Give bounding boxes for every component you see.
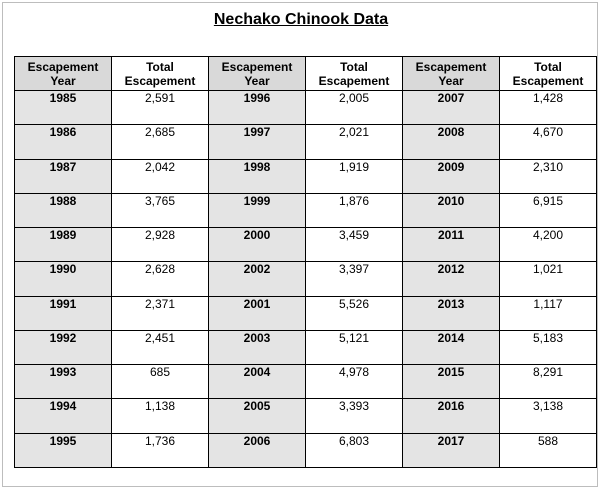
header-row	[15, 57, 597, 91]
total-escapement-cell: 5,183	[500, 330, 597, 364]
total-escapement-cell: 1,919	[306, 159, 403, 193]
escapement-year-cell: 2002	[209, 262, 306, 296]
escapement-year-cell: 2013	[403, 296, 500, 330]
total-escapement-cell: 2,628	[112, 262, 209, 296]
escapement-year-cell: 1993	[15, 365, 112, 399]
total-escapement-cell: 2,685	[112, 125, 209, 159]
total-escapement-cell: 2,451	[112, 330, 209, 364]
escapement-year-cell: 2005	[209, 399, 306, 433]
escapement-year-cell: 2007	[403, 91, 500, 125]
total-escapement-cell: 2,928	[112, 228, 209, 262]
escapement-year-cell: 1995	[15, 433, 112, 467]
header-total-escapement: Total Escapement	[112, 57, 209, 91]
escapement-year-cell: 1986	[15, 125, 112, 159]
table-row	[15, 228, 597, 262]
chinook-data-table	[14, 56, 597, 468]
header-total-escapement: Total Escapement	[500, 57, 597, 91]
total-escapement-cell: 4,978	[306, 365, 403, 399]
total-escapement-cell: 2,371	[112, 296, 209, 330]
total-escapement-cell: 4,200	[500, 228, 597, 262]
total-escapement-cell: 1,117	[500, 296, 597, 330]
escapement-year-cell: 1988	[15, 193, 112, 227]
total-escapement-cell: 2,021	[306, 125, 403, 159]
escapement-year-cell: 1999	[209, 193, 306, 227]
total-escapement-cell: 588	[500, 433, 597, 467]
escapement-year-cell: 1985	[15, 91, 112, 125]
escapement-year-cell: 2006	[209, 433, 306, 467]
total-escapement-cell: 8,291	[500, 365, 597, 399]
table-row	[15, 125, 597, 159]
table-row	[15, 159, 597, 193]
table-row	[15, 296, 597, 330]
escapement-year-cell: 1998	[209, 159, 306, 193]
total-escapement-cell: 3,393	[306, 399, 403, 433]
total-escapement-cell: 2,042	[112, 159, 209, 193]
escapement-year-cell: 1990	[15, 262, 112, 296]
escapement-year-cell: 1991	[15, 296, 112, 330]
page-title: Nechako Chinook Data	[213, 11, 389, 28]
total-escapement-cell: 685	[112, 365, 209, 399]
escapement-year-cell: 2015	[403, 365, 500, 399]
escapement-year-cell: 2011	[403, 228, 500, 262]
total-escapement-cell: 1,021	[500, 262, 597, 296]
total-escapement-cell: 1,428	[500, 91, 597, 125]
total-escapement-cell: 2,005	[306, 91, 403, 125]
header-total-escapement: Total Escapement	[306, 57, 403, 91]
table-row	[15, 330, 597, 364]
total-escapement-cell: 6,803	[306, 433, 403, 467]
escapement-year-cell: 1992	[15, 330, 112, 364]
escapement-year-cell: 2016	[403, 399, 500, 433]
total-escapement-cell: 3,459	[306, 228, 403, 262]
escapement-year-cell: 1987	[15, 159, 112, 193]
total-escapement-cell: 1,876	[306, 193, 403, 227]
total-escapement-cell: 2,310	[500, 159, 597, 193]
escapement-year-cell: 2003	[209, 330, 306, 364]
escapement-year-cell: 1994	[15, 399, 112, 433]
total-escapement-cell: 1,138	[112, 399, 209, 433]
total-escapement-cell: 1,736	[112, 433, 209, 467]
total-escapement-cell: 5,526	[306, 296, 403, 330]
table-row	[15, 433, 597, 467]
table-row	[15, 91, 597, 125]
escapement-year-cell: 1989	[15, 228, 112, 262]
total-escapement-cell: 3,397	[306, 262, 403, 296]
total-escapement-cell: 4,670	[500, 125, 597, 159]
header-escapement-year: Escapement Year	[403, 57, 500, 91]
escapement-year-cell: 2012	[403, 262, 500, 296]
header-escapement-year: Escapement Year	[15, 57, 112, 91]
total-escapement-cell: 3,138	[500, 399, 597, 433]
escapement-year-cell: 2010	[403, 193, 500, 227]
escapement-year-cell: 1997	[209, 125, 306, 159]
escapement-year-cell: 2009	[403, 159, 500, 193]
table-row	[15, 262, 597, 296]
total-escapement-cell: 3,765	[112, 193, 209, 227]
escapement-year-cell: 2008	[403, 125, 500, 159]
header-escapement-year: Escapement Year	[209, 57, 306, 91]
table-row	[15, 365, 597, 399]
table-row	[15, 193, 597, 227]
total-escapement-cell: 5,121	[306, 330, 403, 364]
escapement-year-cell: 2014	[403, 330, 500, 364]
escapement-year-cell: 2000	[209, 228, 306, 262]
total-escapement-cell: 2,591	[112, 91, 209, 125]
escapement-year-cell: 2001	[209, 296, 306, 330]
total-escapement-cell: 6,915	[500, 193, 597, 227]
escapement-year-cell: 2017	[403, 433, 500, 467]
escapement-year-cell: 1996	[209, 91, 306, 125]
table-row	[15, 399, 597, 433]
escapement-year-cell: 2004	[209, 365, 306, 399]
